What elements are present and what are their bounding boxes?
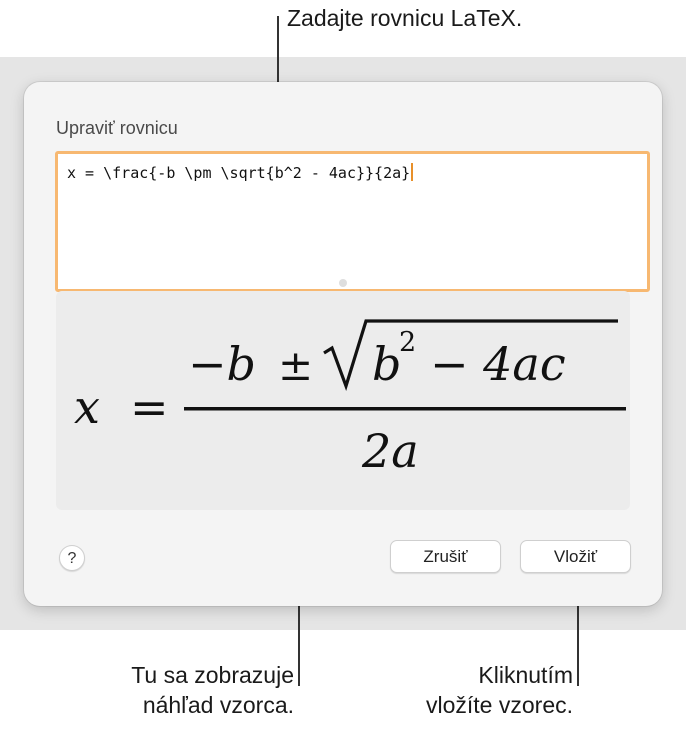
latex-input[interactable] — [55, 151, 650, 292]
callout-preview-line2: náhľad vzorca. — [142, 692, 294, 718]
formula-exponent: 2 — [399, 327, 417, 358]
formula-denominator: 2a — [362, 424, 419, 478]
formula-plus-minus: ± — [278, 341, 314, 390]
formula-equals: = — [130, 380, 169, 434]
callout-insert-line1: Kliknutím — [478, 662, 573, 688]
latex-input-value: x = \frac{-b \pm \sqrt{b^2 - 4ac}}{2a} — [67, 164, 411, 182]
formula-fraction-bar — [184, 407, 626, 411]
callout-insert-line2: vložíte vzorec. — [426, 692, 573, 718]
callout-preview-line1: Tu sa zobrazuje — [131, 662, 294, 688]
callout-preview — [92, 660, 294, 720]
formula-preview-render — [56, 291, 630, 510]
help-button[interactable]: ? — [59, 545, 85, 571]
resize-handle[interactable] — [339, 279, 347, 287]
insert-button[interactable]: Vložiť — [520, 540, 631, 573]
formula-minus-4ac: − 4ac — [430, 337, 566, 391]
callout-insert — [380, 660, 573, 720]
formula-lhs: x — [74, 380, 100, 434]
cancel-button[interactable]: Zrušiť — [390, 540, 501, 573]
callout-latex: Zadajte rovnicu LaTeX. — [287, 5, 523, 31]
edit-equation-dialog — [24, 82, 662, 606]
formula-preview — [56, 291, 630, 510]
formula-minus-b: −b — [188, 337, 256, 391]
text-caret — [411, 163, 413, 181]
dialog-title: Upraviť rovnicu — [56, 118, 178, 138]
formula-b: b — [372, 337, 402, 391]
